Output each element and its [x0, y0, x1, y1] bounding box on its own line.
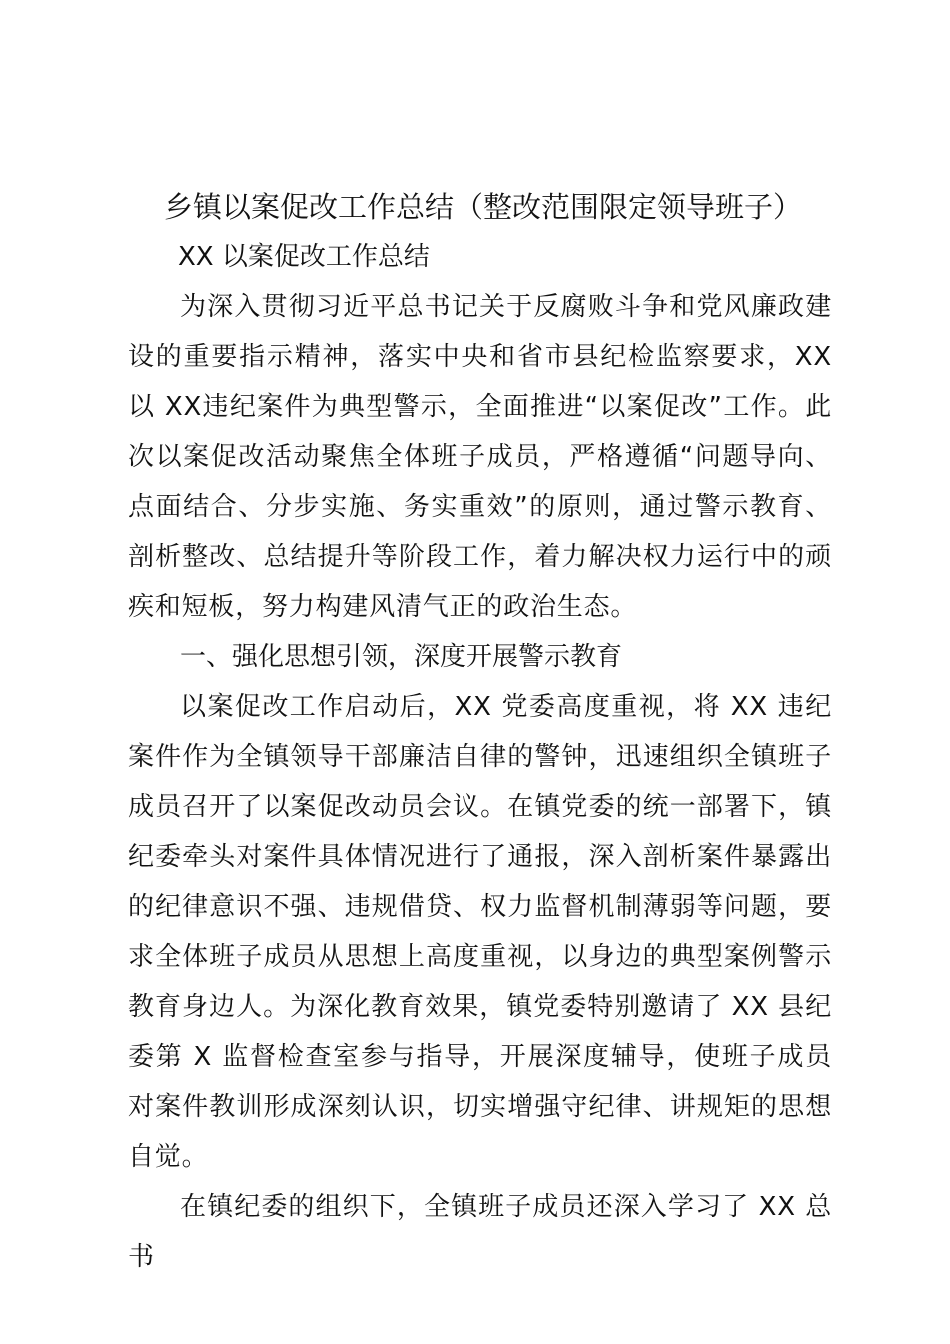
section-paragraph-continued: 在镇纪委的组织下，全镇班子成员还深入学习了 XX 总书 [128, 1192, 832, 1272]
document-title: 乡镇以案促改工作总结（整改范围限定领导班子） [164, 190, 803, 224]
intro-paragraph: 为深入贯彻习近平总书记关于反腐败斗争和党风廉政建设的重要指示精神，落实中央和省市县纪检监察要求，XX 以 XX违纪案件为典型警示，全面推进“以案促改”工作。此次以案促改活动聚焦全体班子成员，严格遵循“问题导向、点面结合、分步实施、务实重效”的原则，通过警示教育、剖析整改、总结提升等阶段工作，着力解决权力运行中的顽疾和短板，努力构建风清气正的政治生态。 [128, 292, 832, 622]
document-body [128, 182, 832, 1282]
document-subtitle: XX 以案促改工作总结 [178, 242, 430, 272]
section-paragraph: 以案促改工作启动后，XX 党委高度重视，将 XX 违纪案件作为全镇领导干部廉洁自律的警钟，迅速组织全镇班子成员召开了以案促改动员会议。在镇党委的统一部署下，镇纪委牵头对案件具体情况进行了通报，深入剖析案件暴露出的纪律意识不强、违规借贷、权力监督机制薄弱等问题，要求全体班子成员从思想上高度重视，以身边的典型案例警示教育身边人。为深化教育效果，镇党委特别邀请了 XX 县纪委第 X 监督检查室参与指导，开展深度辅导，使班子成员对案件教训形成深刻认识，切实增强守纪律、讲规矩的思想自觉。 [128, 692, 832, 1172]
section-heading: 一、强化思想引领，深度开展警示教育 [180, 642, 623, 672]
